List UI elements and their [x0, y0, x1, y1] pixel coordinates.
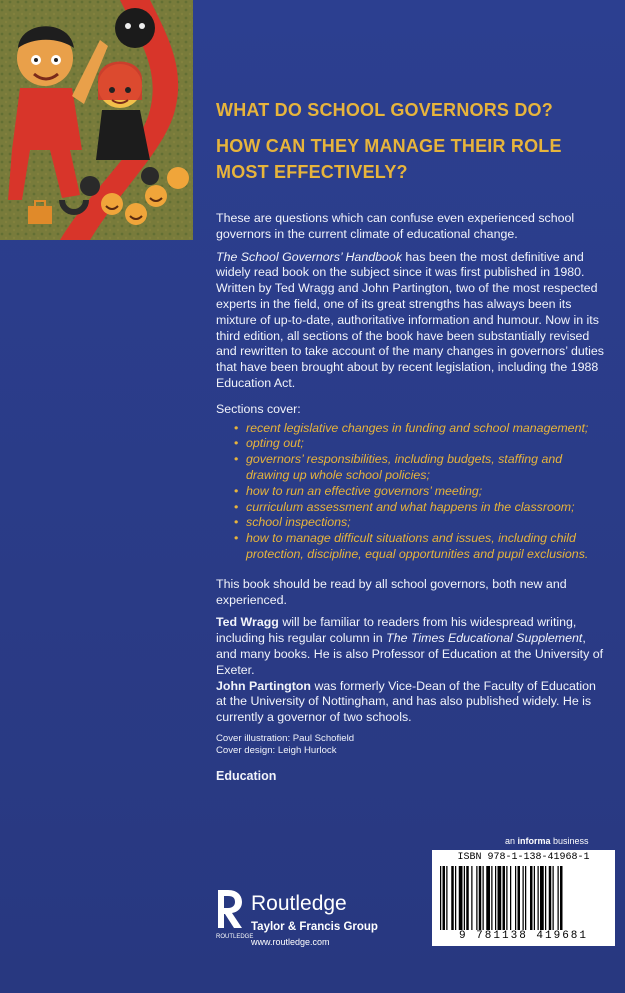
- author-name: John Partington: [216, 678, 311, 693]
- publisher-group: Taylor & Francis Group: [251, 921, 378, 933]
- publisher-name: Routledge: [251, 892, 347, 915]
- illustration-credit: Cover illustration: Paul Schofield: [216, 732, 355, 744]
- design-credit: Cover design: Leigh Hurlock: [216, 744, 337, 756]
- sections-heading: Sections cover:: [216, 401, 301, 416]
- list-item: • opting out;: [216, 436, 608, 452]
- book-title: The School Governors’ Handbook: [216, 249, 402, 264]
- informa-brand: informa: [517, 836, 551, 846]
- list-item: • recent legislative changes in funding and school management;: [216, 421, 608, 437]
- cover-illustration: [0, 0, 193, 240]
- barcode-icon: [440, 866, 607, 930]
- publication-title: The Times Educational Supplement: [386, 631, 583, 646]
- headline-question-2: HOW CAN THEY MANAGE THEIR ROLE MOST EFFECTIVELY?: [216, 136, 562, 182]
- spine-label: ROUTLEDGE: [216, 934, 254, 940]
- list-item: • governors’ responsibilities, including budgets, staffing and drawing up whole school policies;: [216, 452, 608, 484]
- illustration-art: [0, 0, 193, 240]
- author-bio-text: , and many books. He is also Professor of Education at the University of Exeter.: [216, 631, 604, 677]
- blurb: [216, 211, 608, 785]
- barcode-digits: 9 781138 419681: [458, 930, 589, 942]
- author-bio-wragg: [216, 615, 608, 678]
- audience-paragraph: This book should be read by all school governors, both new and experienced.: [216, 576, 567, 607]
- list-item: • curriculum assessment and what happens in the classroom;: [216, 500, 608, 516]
- informa-suffix: business: [550, 836, 589, 846]
- headline-question-1: WHAT DO SCHOOL GOVERNORS DO?: [216, 100, 553, 120]
- description-paragraph: [216, 250, 608, 392]
- author-bio-partington: [216, 679, 608, 726]
- list-item: • school inspections;: [216, 515, 608, 531]
- informa-tagline: [505, 836, 589, 846]
- routledge-logo-icon: [214, 888, 254, 940]
- author-bio-text: will be familiar to readers from his widespread writing, including his regular column in: [216, 615, 577, 646]
- isbn-text: ISBN 978-1-138-41968-1: [457, 852, 590, 863]
- headline: [216, 97, 616, 195]
- informa-prefix: an: [505, 836, 518, 846]
- intro-paragraph: These are questions which can confuse even experienced school governors in the current climate of educational change.: [216, 211, 575, 241]
- list-item: • how to manage difficult situations and issues, including child protection, discipline, equal opportunities and pupil exclusions.: [216, 531, 608, 563]
- author-bio-text: was formerly Vice-Dean of the Faculty of Education at the University of Nottingham, and has also published widely. He is currently a governor of two schools.: [216, 678, 596, 725]
- subject-category: Education: [216, 768, 277, 783]
- publisher-logo: [214, 888, 424, 948]
- publisher-url: www.routledge.com: [251, 937, 330, 947]
- description-text: has been the most definitive and widely read book on the subject since it was first published in 1980. Written by Ted Wragg and John Partington, two of the most respected experts in the field, one of its great strengths has always been its mixture of up-to-date, authoritative information and humour. Now in its third edition, all sections of the book have been substantially revised and rewritten to take account of the many changes in governors’ duties that have been brought about by recent legislation, including the 1988 Education Act.: [216, 249, 605, 390]
- sections-list: [216, 421, 608, 563]
- author-name: Ted Wragg: [216, 615, 279, 630]
- cover-credits: [216, 733, 608, 757]
- barcode-box: [432, 850, 615, 946]
- list-item: • how to run an effective governors’ meeting;: [216, 484, 608, 500]
